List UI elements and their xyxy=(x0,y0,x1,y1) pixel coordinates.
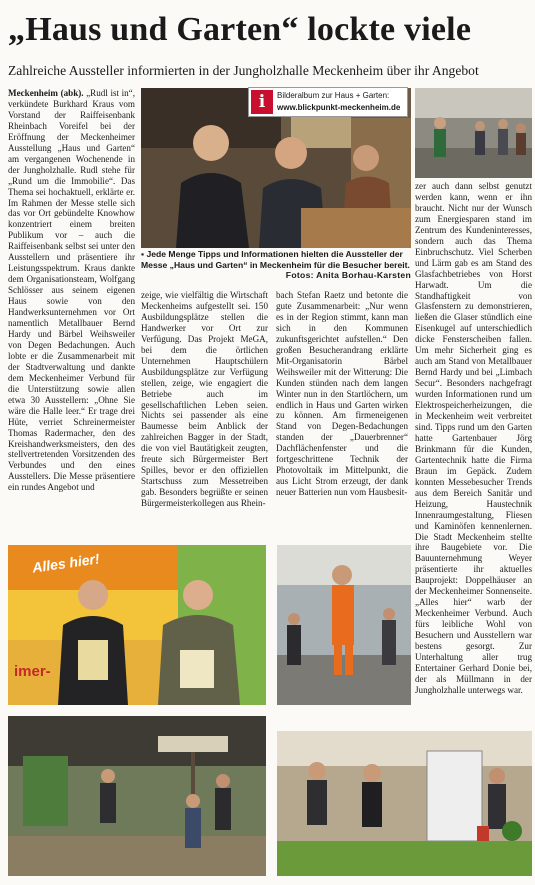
alles-hier-sign: Alles hier! xyxy=(31,550,101,576)
article-column-4: zer auch dann selbst genutzt werden kann, wenn er ihn braucht. Nicht nur der Wunsch zum Energiesparen stand im Zentrum des Kundeninteresses, sondern auch das Thema Einbruchschutz. Viel Scherben und Lärm gab es am Stand des Glasfachbetriebes von Horst Harwadt. Um die Standhaftigkeit von Glasfenstern zu demonstrieren, ließen die Glaser stündlich eine Eisenkugel auf unterschiedlich dicke Fensterscheiben fallen. Um mehr Sicherheit ging es auch am Stand von Metallbauer Bernd Hardy und bei „Limbach Secur“. Besonders nachgefragt wurden Informationen rund um Elektrospeicherheizungen, die in Meckenheim weit verbreitet sind. Tipps rund um den Garten hatte Gartenbauer Jörg Brinkmann für die Kunden, Gartentechnik hatte die Firma Braun im Gepäck. Zudem konnten Messebesucher Trends aus dem Bereich Sanitär und Heizung, Haustechnik Innenraumgestaltung, Fliesen und Kaminöfen kennenlernen. Die Stadt Meckenheim stellte ihre Baugebiete vor. Die Bauunternehmung Weyer präsentierte ihr aktuelles Bauprojekt: Doppelhäuser an der Meckenheimer Sonnenseite. „Alles hier“ warb der Meckenheimer Verbund. Auch fürs leibliche Wohl von Besuchern und Ausstellern war bestens gesorgt. Zur Unterhaltung aller trug Entertainer Gerhard Donie bei, der als Müllmann in der Jungholzhalle unterwegs war. xyxy=(415,181,532,695)
column-1-text: „Rudl ist in“, verkündete Burkhard Kraus vom Vorstand der Raiffeisenbank Rheinbach Voreifel bei der Eröffnung der Meckenheimer Ausstellung „Haus und Garten“ am vergangenen Wochenende in der Jungholzhalle. Rudl stehe für „Rund um die Immobilie“. Das Thema sei hochaktuell, erklärte er. Im Rahmen der Messe stelle sich das vor Ort gebündelte Knowhow konzentriert einem breiten Publikum vor – auch die Raiffeisenbank selbst sei unter den Ausstellern und präsentiere ihr Leistungsspektrum. Kraus dankte dem Organisationsteam, Wolfgang Schlösser aus seinem eigenen Haus sowie von den Handwerksunternehmen vor Ort namentlich Metallbauer Bernd Hardy und Bärbel Weihsweiler von Degen Bedachungen. Auch lobte er die Zusammenarbeit mit der Stadtverwaltung und dankte dem Meckenheimer Verbund für die Unterstützung sowie allen etwa 30 Ausstellern: „Ohne Sie wäre die Halle leer.“ Er trage drei Hüte, verriet Schreinermeister Thomas Radermacher, den des Kreishandwerksmeisters, den des stellvertretenden Vorsitzenden des Verbundes und den eines Ausstellers. Die Messe präsentiere ein rundes Angebot und xyxy=(8,88,135,493)
photo-garden-furniture xyxy=(8,716,266,876)
banner-fragment: imer- xyxy=(14,663,51,680)
photo-caption xyxy=(141,249,411,287)
info-box-line-1: Bilderalbum zur Haus + Garten: xyxy=(277,91,390,100)
dateline: Meckenheim (abk). xyxy=(8,88,84,98)
caption-bullet: ▪ xyxy=(141,249,147,259)
info-icon: i xyxy=(251,90,273,114)
article-column-2: zeige, wie vielfältig die Wirtschaft Meckenheims aufgestellt sei. 150 Ausbildungsplätze stellen die Handwerker vor Ort zur Verfügung. Das Projekt MeGA, bei dem die örtlichen Unternehmen Hauptschülern Ausbildungsplätze zur Verfügung stellen, zeige, wie engagiert die Betriebe auch im gesellschaftlichen Leben seien. Nichts sei passender als eine Baumesse beim Anblick der zahlreichen Bagger in der Stadt, die von viel Bautätigkeit zeugten, freute sich Bürgermeister Bert Spilles, bevor er den offiziellen Startschuss zum Messetreiben gab. Besonders begrüßte er seinen Bürgermeisterkollegen aus Rhein- xyxy=(141,290,268,509)
photo-alles-hier-stand xyxy=(8,545,266,705)
article-column-1 xyxy=(8,88,135,531)
photo-hall-visitors xyxy=(415,88,532,178)
caption-text: Jede Menge Tipps und Informationen hielten die Aussteller der Messe „Haus und Garten“ in Meckenheim für die Besucher bereit. xyxy=(141,249,410,270)
photo-costumed-entertainer xyxy=(277,545,411,705)
photo-album-info-box[interactable] xyxy=(248,87,408,117)
photo-glass-demonstration xyxy=(277,731,532,876)
photo-credit: Fotos: Anita Borhau-Karsten xyxy=(285,270,411,280)
headline: „Haus und Garten“ lockte viele xyxy=(8,11,472,48)
subheadline: Zahlreiche Aussteller informierten in der Jungholzhalle Meckenheim über ihr Angebot xyxy=(8,63,479,78)
info-box-url[interactable]: www.blickpunkt-meckenheim.de xyxy=(277,103,401,112)
article-column-3: bach Stefan Raetz und betonte die gute Zusammenarbeit: „Nur wenn es in der Region stimmt, kann man sich in den Kommunen zukunftsgerichtet aufstellen.“ Den großen Besucherandrang erklärte Mit-Organisatorin Bärbel Weihsweiler mit der Witterung: Die Kunden stünden nach dem langen Winter nun in den Startlöchern, um endlich in Haus und Garten wirken zu können. Am firmeneigenen Stand von Degen-Bedachungen standen der „Dauerbrenner“ Dachflächenfenster und die fortgeschrittene Technik der Photovoltaik im Mittelpunkt, die aus Licht Strom erzeugt, der dank neuer Batterien nun vom Hausbesit- xyxy=(276,290,408,498)
